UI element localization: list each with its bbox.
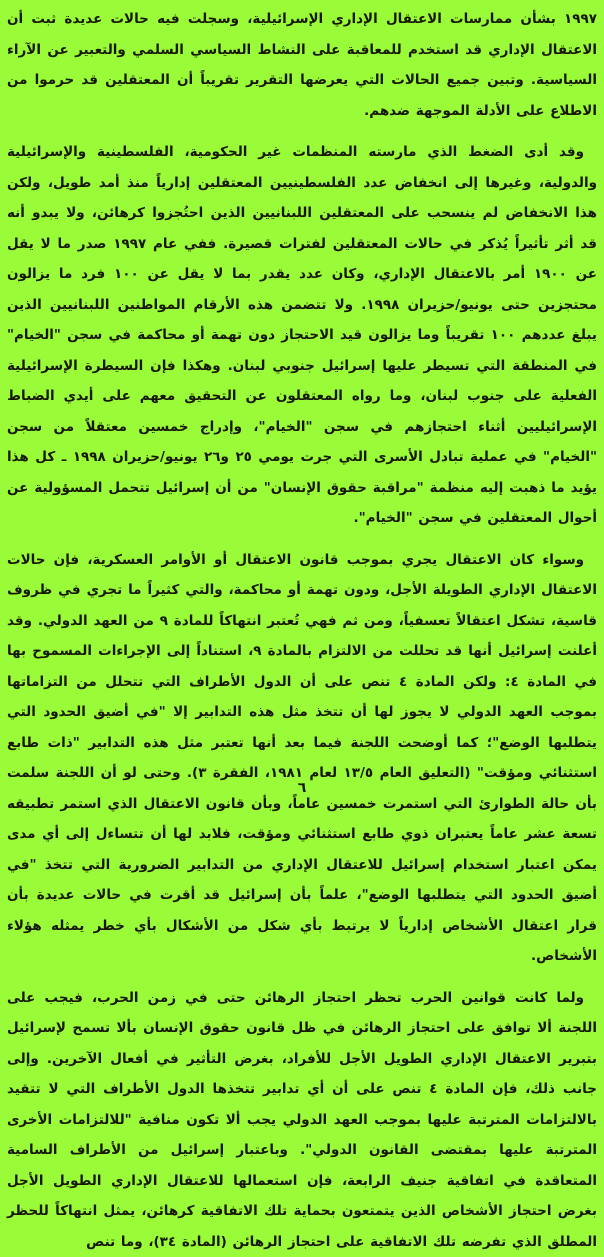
paragraph-arbitrary-detention: وسواء كان الاعتقال يجري بموجب قانون الاعتقال أو الأوامر العسكرية، فإن حالات الاعتقال الإداري الطويلة الأجل، ودون تهمة أو محاكمة، والتي كثيراً ما تجري في ظروف قاسية، تشكل اعتقالاً تعسفياً، ومن ثم فهي تُعتبر انتهاكاً للمادة ٩ من العهد الدولي. وقد أعلنت إسرائيل أنها قد تحللت من الالتزام بالمادة ٩، استناداً إلى الإجراءات المسموح بها في المادة ٤: ولكن المادة ٤ تنص على أن الدول الأطراف التي تتحلل من التزاماتها بموجب العهد الدولي لا يجوز لها أن تتخذ مثل هذه التدابير إلا "في أضيق الحدود التي يتطلبها الوضع"؛ كما أوضحت اللجنة فيما بعد أنها تعتبر مثل هذه التدابير "ذات طابع استثنائي ومؤقت" (التعليق العام ١٣/٥ لعام ١٩٨١، الفقرة ٣). وحتى لو أن اللجنة سلمت بأن حالة الطوارئ التي استمرت خمسين عاماً، وبأن قانون الاعتقال الذي استمر تطبيقه تسعة عشر عاماً يعتبران ذوي طابع استثنائي ومؤقت، فلابد لها أن تتساءل إلى أي مدى يمكن اعتبار استخدام إسرائيل للاعتقال الإداري من التدابير الضرورية التي تتخذ "في أضيق الحدود التي يتطلبها الوضع"، علماً بأن إسرائيل قد أقرت في حالات عديدة بأن قرار اعتقال الأشخاص إدارياً لا يرتبط بأي شكل من الأشكال بأي خطر يمثله هؤلاء الأشخاص.	[7, 545, 597, 972]
paragraph-detainee-numbers: وقد أدى الضغط الذي مارسته المنظمات غير الحكومية، الفلسطينية والإسرائيلية والدولية، وغيرها إلى انخفاض عدد الفلسطينيين المعتقلين إدارياً منذ أمد طويل، ولكن هذا الانخفاض لم ينسحب على المعتقلين اللبنانيين الذين احتُجزوا كرهائن، ولا يبدو أنه قد أثر تأثيراً يُذكر في حالات المعتقلين لفترات قصيرة. ففي عام ١٩٩٧ صدر ما لا يقل عن ١٩٠٠ أمر بالاعتقال الإداري، وكان عدد يقدر بما لا يقل عن ١٠٠ فرد ما يزالون محتجزين حتى يونيو/حزيران ١٩٩٨. ولا تتضمن هذه الأرقام المواطنين اللبنانيين الذين يبلغ عددهم ١٠٠ تقريباً وما يزالون قيد الاحتجاز دون تهمة أو محاكمة في سجن "الخيام" في المنطقة التي تسيطر عليها إسرائيل جنوبي لبنان. وهكذا فإن السيطرة الإسرائيلية الفعلية على جنوب لبنان، وما رواه المعتقلون عن التحقيق معهم على أيدي الضباط الإسرائيليين أثناء احتجازهم في سجن "الخيام"، وإدراج خمسين معتقلاً من سجن "الخيام" في عملية تبادل الأسرى التي جرت يومي ٢٥ و٢٦ يونيو/حزيران ١٩٩٨ ـ كل هذا يؤيد ما ذهبت إليه منظمة "مراقبة حقوق الإنسان" من أن إسرائيل تتحمل المسؤولية عن أحوال المعتقلين في سجن "الخيام".	[7, 137, 597, 534]
paragraph-continuation: ١٩٩٧ بشأن ممارسات الاعتقال الإداري الإسرائيلية، وسجلت فيه حالات عديدة ثبت أن الاعتقال الإداري قد استخدم للمعاقبة على النشاط السياسي السلمي والتعبير عن الآراء السياسية. وتبين جميع الحالات التي يعرضها التقرير تقريباً أن المعتقلين قد حرموا من الاطلاع على الأدلة الموجهة ضدهم.	[7, 4, 597, 126]
paragraph-laws-of-war: ولما كانت قوانين الحرب تحظر احتجاز الرهائن حتى في زمن الحرب، فيجب على اللجنة ألا توافق على احتجاز الرهائن في ظل قانون حقوق الإنسان بألا تسمح لإسرائيل بتبرير الاعتقال الإداري الطويل الأجل للأفراد، بغرض التأثير في أفعال الآخرين. وإلى جانب ذلك، فإن المادة ٤ تنص على أن أي تدابير تتخذها الدول الأطراف التي لا تتقيد بالالتزامات المترتبة عليها بموجب العهد الدولي يجب ألا تكون منافية "للالتزامات الأخرى المترتبة عليها بمقتضى القانون الدولي". وباعتبار إسرائيل من الأطراف السامية المتعاقدة في اتفاقية جنيف الرابعة، فإن استعمالها للاعتقال الإداري الطويل الأجل بغرض احتجاز الأشخاص الذين يتمتعون بحماية تلك الاتفاقية كرهائن، يمثل انتهاكاً للحظر المطلق الذي تفرضه تلك الاتفاقية على احتجاز الرهائن (المادة ٣٤)، وما تنص	[7, 983, 597, 1257]
page-number: ٦	[0, 780, 604, 796]
